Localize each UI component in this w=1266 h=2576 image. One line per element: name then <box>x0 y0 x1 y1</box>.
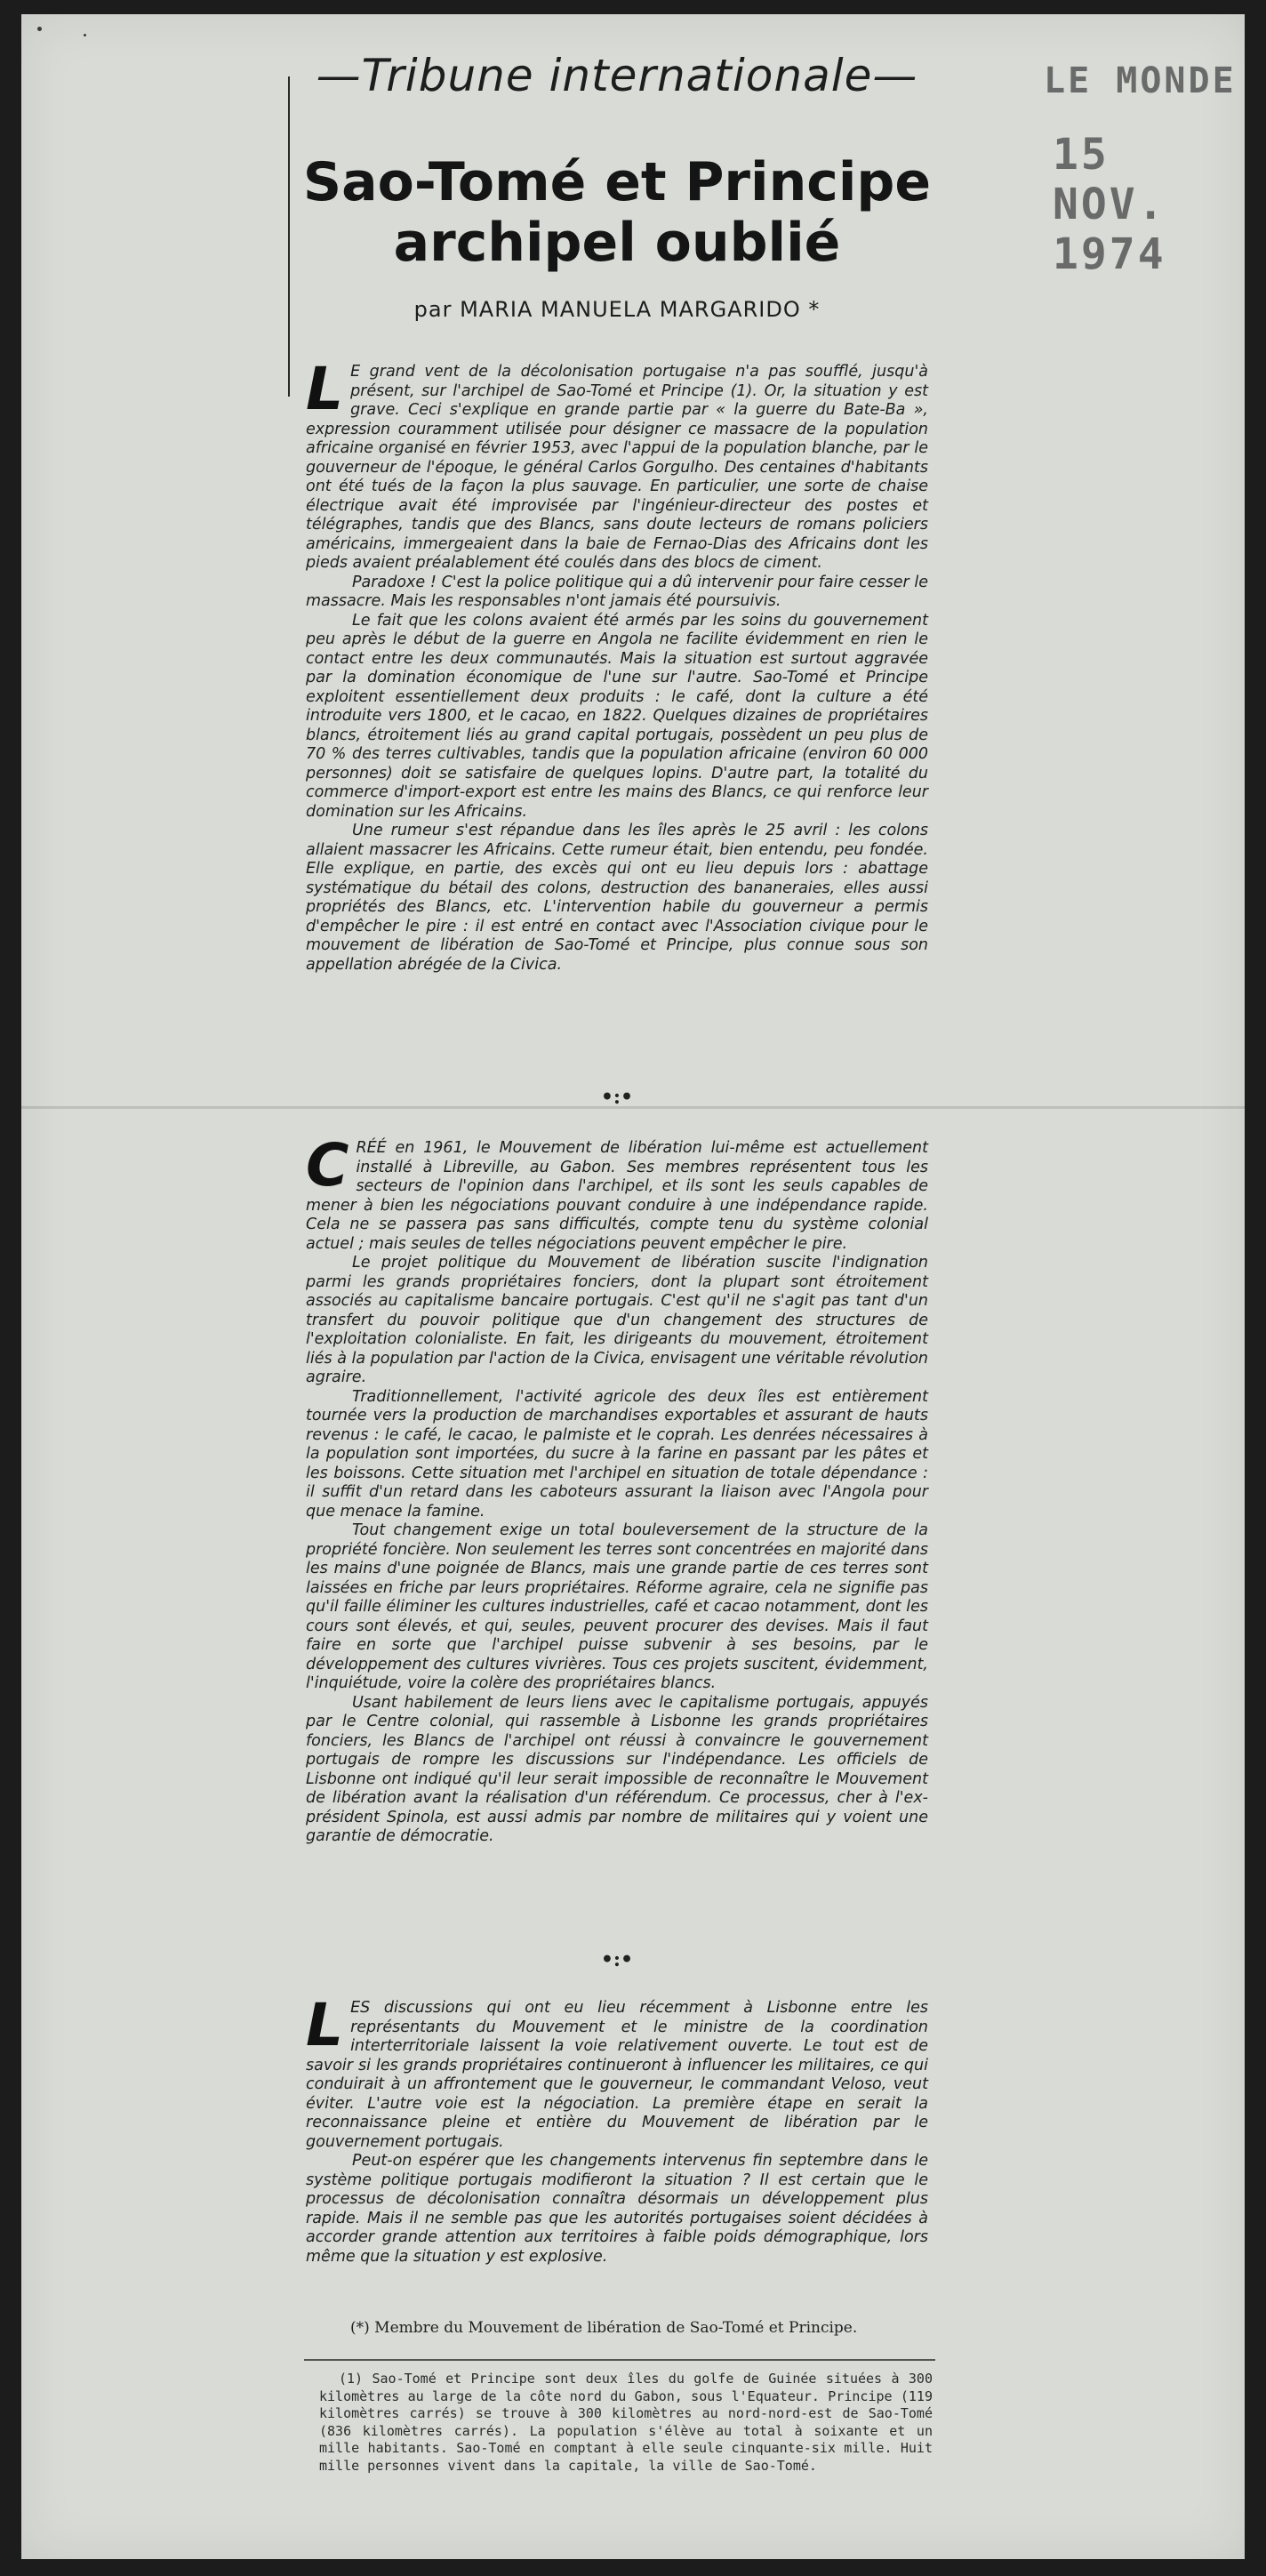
paragraph: Peut-on espérer que les changements intervenus fin septembre dans le système politique portugais modifieront la situation ? Il est certain que le processus de décolonisation connaîtra désormais un développement plus rapide. Mais il ne semble pas que les autorités portugaises soient décidées à accorder grande attention aux territoires à faible poids démographique, lors même que la situation y est explosive. <box>306 2152 928 2266</box>
newspaper-stamp: LE MONDE <box>1044 60 1237 101</box>
newspaper-clipping <box>21 14 1245 2559</box>
footnote-rule <box>304 2359 935 2361</box>
paragraph: Paradoxe ! C'est la police politique qui a dû intervenir pour faire cesser le massacre. Mais les responsables n'ont jamais été poursuivis. <box>306 573 928 610</box>
paragraph: ES discussions qui ont eu lieu récemment à Lisbonne entre les représentants du Mouvement et le ministre de la coordination interterritoriale laissent la voie relativement ouverte. Le tout est de savoir si les grands propriétaires continueront à influencer les militaires, ce qui conduirait à un affrontement que le gouverneur, le commandant Veloso, veut éviter. L'autre voie est la négociation. La première étape en serait la reconnaissance pleine et entière du Mouvement de libération par le gouvernement portugais. <box>306 1999 928 2151</box>
byline: par MARIA MANUELA MARGARIDO * <box>413 297 821 322</box>
author-note: (*) Membre du Mouvement de libération de Sao-Tomé et Principe. <box>350 2319 858 2337</box>
headline-line-2: archipel oublié <box>393 212 841 274</box>
paper-speck <box>84 34 86 36</box>
paragraph: Tout changement exige un total bouleversement de la structure de la propriété foncière. Non seulement les terres sont concentrées en majorité dans les mains d'une poignée de Blancs, mais une grande partie de ces terres sont laissées en friche par leurs propriétaires. Réforme agraire, cela ne signifie pas qu'il faille éliminer les cultures industrielles, café et cacao notamment, dont les cours sont élevés, et qui, seules, peuvent procurer des devises. Mais il faut faire en sorte que l'archipel puisse subvenir à ses besoins, par le développement des cultures vivrières. Tous ces projets suscitent, évidemment, l'inquiétude, voire la colère des propriétaires blancs. <box>306 1521 928 1692</box>
paragraph: Usant habilement de leurs liens avec le capitalisme portugais, appuyés par le Centre colonial, qui rassemble à Lisbonne les grands propriétaires fonciers, les Blancs de l'archipel ont réussi à convaincre le gouvernement portugais de rompre les discussions sur l'indépendance. Les officiels de Lisbonne ont indiqué qu'il leur serait impossible de reconnaître le Mouvement de libération avant la réalisation d'un référendum. Ce processus, cher à l'ex-président Spinola, est aussi admis par nombre de militaires qui y voient une garantie de démocratie. <box>306 1693 928 1845</box>
paragraph: E grand vent de la décolonisation portugaise n'a pas soufflé, jusqu'à présent, sur l'archipel de Sao-Tomé et Principe (1). Or, la situation y est grave. Ceci s'explique en grande partie par « la guerre du Bate-Ba », expression couramment utilisée pour désigner ce massacre de la population africaine organisé en février 1953, avec l'appui de la population blanche, par le gouverneur de l'époque, le général Carlos Gorgulho. Des centaines d'habitants ont été tués de la façon la plus sauvage. En particulier, une sorte de chaise électrique avait été improvisée par l'ingénieur-directeur des postes et télégraphes, tandis que des Blancs, sans doute lecteurs de romans policiers américains, immergeaient dans la baie de Fernao-Dias des Africains dont les pieds avaient préalablement été coulés dans des blocs de ciment. <box>306 363 928 572</box>
paragraph: Le fait que les colons avaient été armés par les soins du gouvernement peu après le début de la guerre en Angola ne facilite évidemment en rien le contact entre les deux communautés. Mais la situation est surtout aggravée par la domination économique de l'une sur l'autre. Sao-Tomé et Principe exploitent essentiellement deux produits : le café, dont la culture a été introduite vers 1800, et le cacao, en 1822. Quelques dizaines de propriétaires blancs, étroitement liés au grand capital portugais, possèdent un peu plus de 70 % des terres cultivables, tandis que la population africaine (environ 60 000 personnes) doit se satisfaire de quelques lopins. D'autre part, la totalité du commerce d'import-export est entre les mains des Blancs, ce qui renforce leur domination sur les Africains. <box>306 611 928 821</box>
section-separator: •:• <box>600 1948 634 1971</box>
paragraph: Traditionnellement, l'activité agricole des deux îles est entièrement tournée vers la production de marchandises exportables et assurant de hauts revenus : le café, le cacao, le palmiste et le coprah. Les denrées nécessaires à la population sont importées, du sucre à la farine en passant par les pâtes et les boissons. Cette situation met l'archipel en situation de totale dépendance : il suffit d'un retard dans les caboteurs assurant la liaison avec l'Angola pour que menace la famine. <box>306 1387 928 1521</box>
paragraph: Le projet politique du Mouvement de libération suscite l'indignation parmi les grands propriétaires fonciers, dont la plupart sont étroitement associés au capitalisme bancaire portugais. C'est qu'il ne s'agit pas tant d'un transfert du pouvoir politique que d'un changement des structures de l'exploitation colonialiste. En fait, les dirigeants du mouvement, étroitement liés à la population par l'action de la Civica, envisagent une véritable révolution agraire. <box>306 1254 928 1386</box>
section-separator: •:• <box>600 1086 634 1109</box>
paragraph: RÉÉ en 1961, le Mouvement de libération lui-même est actuellement installé à Libreville, au Gabon. Ses membres représentent tous les secteurs de l'opinion dans l'archipel, et ils sont les seuls capables de mener à bien les négociations pouvant conduire à une indépendance rapide. Cela ne se passera pas sans difficultés, compte tenu du système colonial actuel ; mais seules de telles négociations peuvent empêcher le pire. <box>306 1139 928 1253</box>
article-section-3 <box>306 1991 928 2267</box>
headline <box>288 152 946 273</box>
dropcap: C <box>306 1131 349 1200</box>
article-section-1 <box>306 355 928 975</box>
footnote <box>319 2371 933 2475</box>
dropcap: L <box>306 1991 344 2059</box>
dropcap: L <box>306 355 344 423</box>
footnote-text: (1) Sao-Tomé et Principe sont deux îles du golfe de Guinée situées à 300 kilomètres au large de la côte nord du Gabon, sous l'Equateur. Principe (119 kilomètres carrés) se trouve à 300 kilomètres au nord-nord-est de Sao-Tomé (836 kilomètres carrés). La population s'élève au total à soixante et un mille habitants. Sao-Tomé en comptant à elle seule cinquante-six mille. Huit mille personnes vivent dans la capitale, la ville de Sao-Tomé. <box>319 2371 933 2474</box>
date-stamp: 15 NOV. 1974 <box>1053 130 1166 279</box>
headline-line-1: Sao-Tomé et Principe <box>302 151 932 213</box>
article-section-2 <box>306 1131 928 1847</box>
paragraph: Une rumeur s'est répandue dans les îles après le 25 avril : les colons allaient massacrer les Africains. Cette rumeur était, bien entendu, peu fondée. Elle explique, en partie, des excès qui ont eu lieu depuis lors : abattage systématique du bétail des colons, destruction des bananeraies, elles aussi propriétés des Blancs, etc. L'intervention habile du gouverneur a permis d'empêcher le pire : il est entré en contact avec l'Association civique pour le mouvement de libération de Sao-Tomé et Principe, plus connue sous son appellation abrégée de la Civica. <box>306 822 928 974</box>
rubric-title: —Tribune internationale— <box>316 50 918 101</box>
paper-speck <box>37 27 42 31</box>
